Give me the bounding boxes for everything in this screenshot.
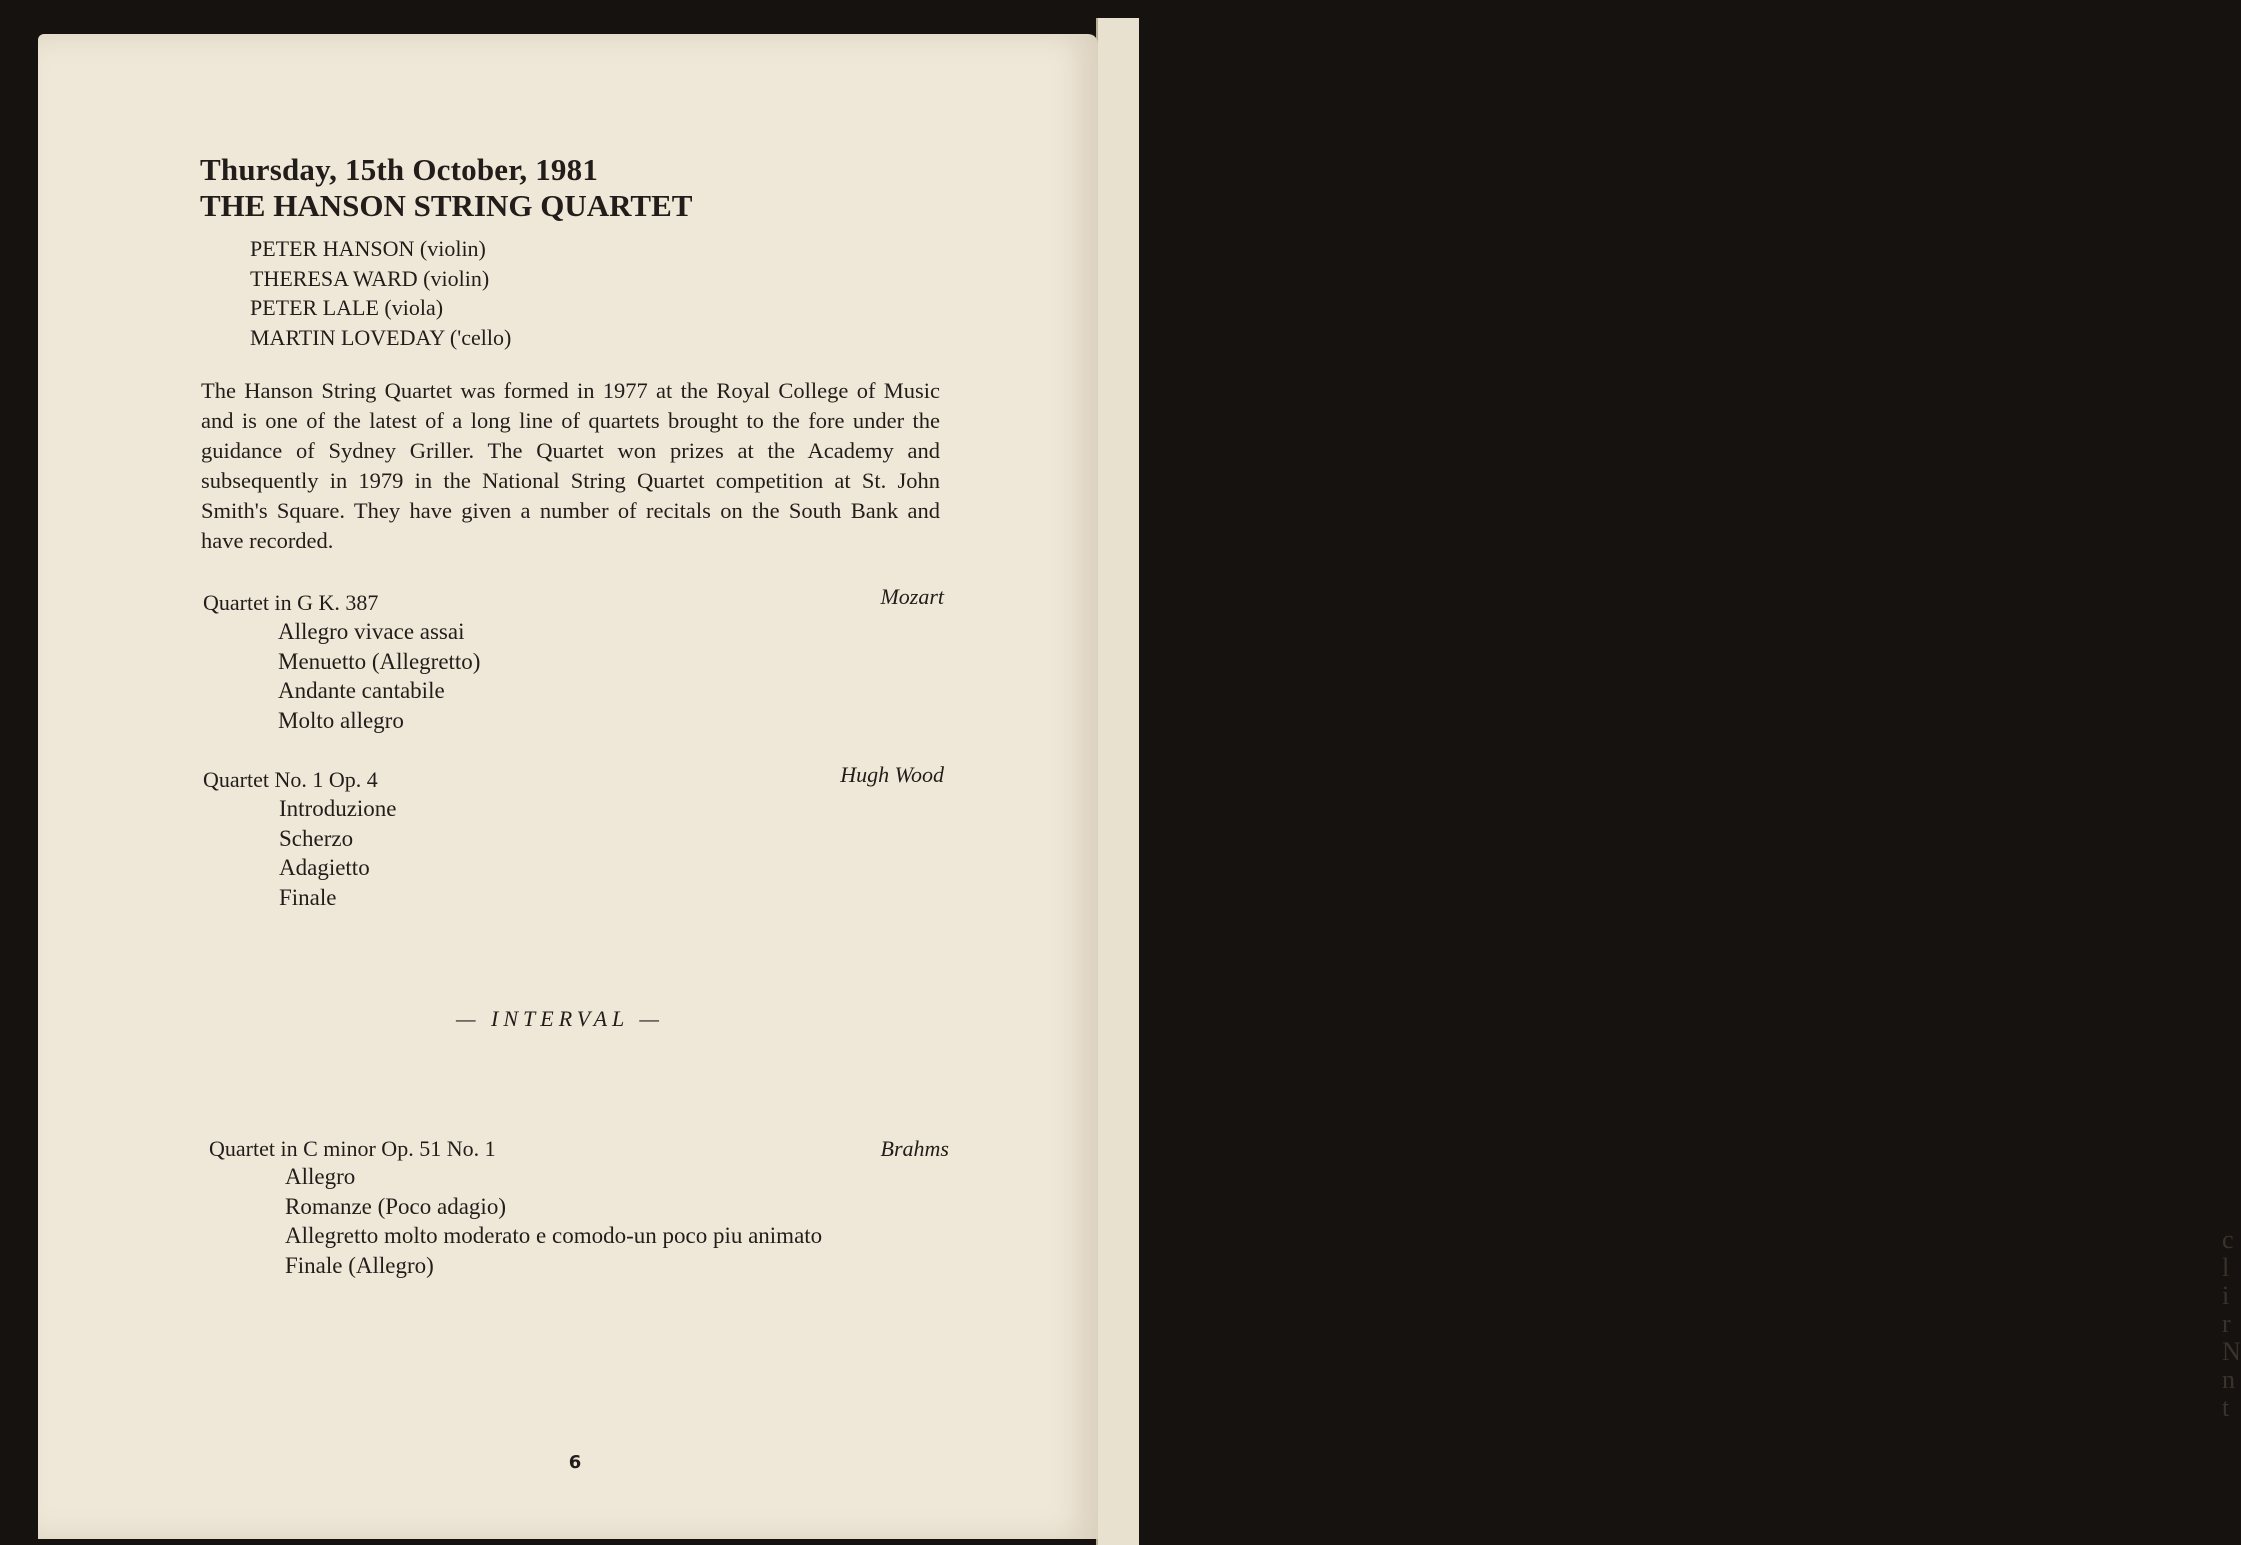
work-title: Quartet in C minor Op. 51 No. 1 (209, 1136, 496, 1161)
movement: Finale (279, 884, 337, 910)
movement: Menuetto (Allegretto) (278, 648, 481, 674)
edge-letter: l (2222, 1253, 2230, 1282)
edge-letter: t (2222, 1393, 2230, 1422)
movement: Allegretto molto moderato e comodo-un poco piu animato (285, 1223, 823, 1248)
performer: PETER HANSON (violin) (250, 236, 486, 261)
edge-letter: i (2222, 1281, 2230, 1310)
adjacent-page-edge (1096, 18, 2241, 1545)
movement-list (285, 1162, 822, 1280)
performer-list (250, 234, 511, 352)
movement: Andante cantabile (278, 678, 445, 703)
edge-letter: N (2222, 1337, 2241, 1366)
performer: THERESA WARD (violin) (250, 265, 490, 291)
composer-name: Mozart (880, 584, 944, 609)
movement: Finale (Allegro) (285, 1252, 434, 1278)
composer-name: Brahms (880, 1136, 949, 1161)
edge-letter: r (2222, 1309, 2231, 1338)
movement-list (278, 617, 480, 735)
performer: PETER LALE (viola) (250, 295, 444, 320)
page-number: 6 (568, 1452, 582, 1473)
edge-letter: n (2222, 1365, 2235, 1394)
movement: Romanze (Poco adagio) (285, 1193, 506, 1219)
work-title: Quartet No. 1 Op. 4 (203, 767, 378, 792)
work-title: Quartet in G K. 387 (203, 590, 379, 615)
ensemble-name: THE HANSON STRING QUARTET (200, 188, 693, 223)
adjacent-page-letters (2222, 1226, 2241, 1422)
movement-list (279, 794, 397, 912)
concert-date: Thursday, 15th October, 1981 (200, 152, 599, 187)
movement: Introduzione (279, 796, 397, 821)
movement: Scherzo (279, 825, 354, 851)
performer: MARTIN LOVEDAY ('cello) (250, 324, 512, 350)
ensemble-biography: The Hanson String Quartet was formed in 1977 at the Royal College of Music and is one of the latest of a long line of quartets brought to the fore under the guidance of Sydney Griller. The Quartet won prizes at the Academy and subsequently in 1979 in the National String Quartet competition at St. John Smith's Square. They have given a number of recitals on the South Bank and have recorded. (201, 378, 940, 553)
movement: Molto allegro (278, 707, 404, 733)
interval-divider: — INTERVAL — (456, 1006, 664, 1031)
movement: Allegro (285, 1164, 356, 1189)
movement: Allegro vivace assai (278, 619, 465, 644)
edge-letter: c (2222, 1225, 2234, 1254)
movement: Adagietto (279, 855, 370, 880)
composer-name: Hugh Wood (840, 762, 944, 787)
